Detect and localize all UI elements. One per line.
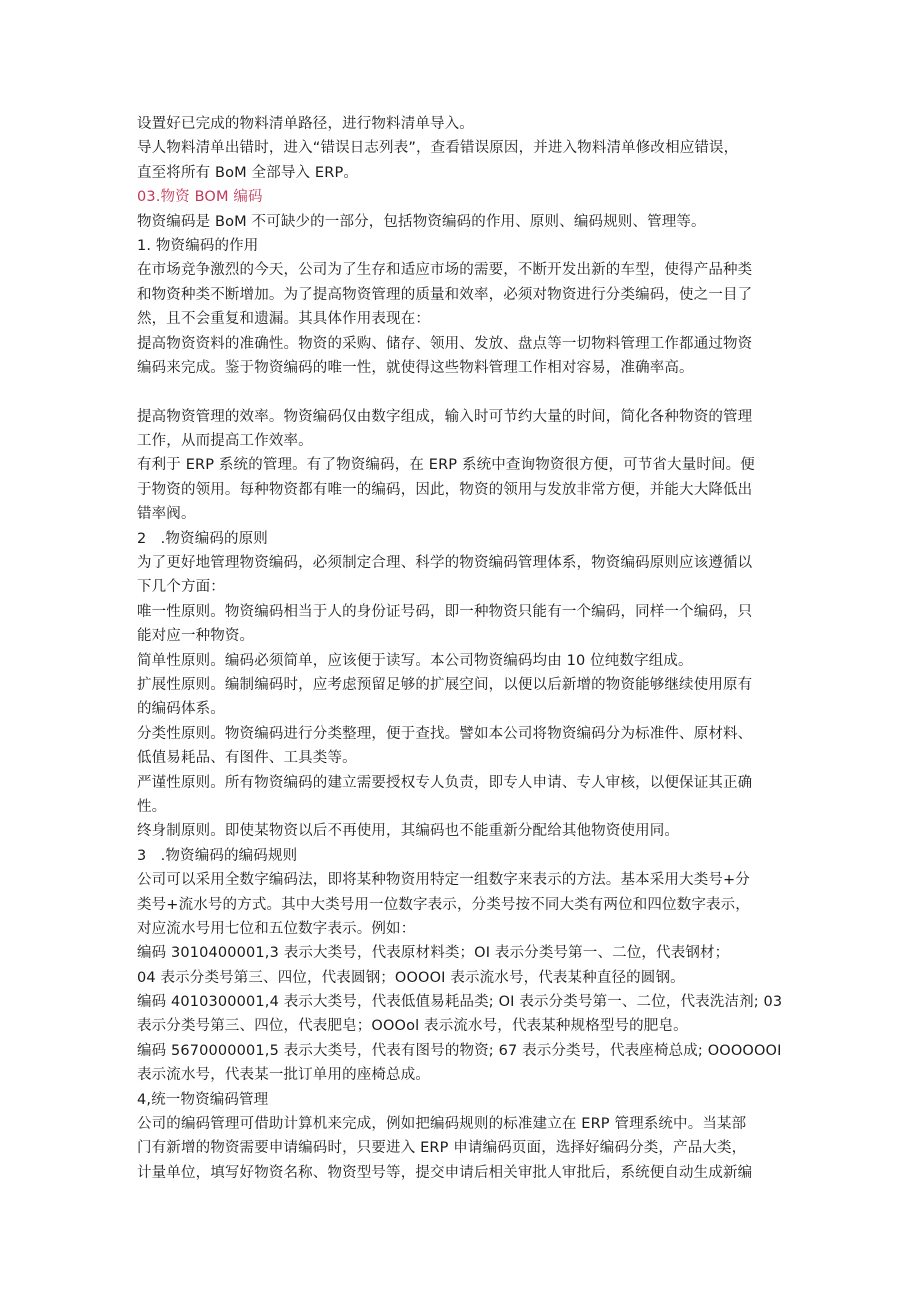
- text-line: 严谨性原则。所有物资编码的建立需要授权专人负责，即专人申请、专人审核，以便保证其正确: [137, 774, 753, 791]
- text-line: 直至将所有 BoM 全部导入 ERP。: [137, 164, 358, 181]
- text-line: 错率阀。: [137, 506, 196, 523]
- text-line: 能对应一种物资。: [137, 628, 255, 645]
- blank-line: [137, 380, 797, 404]
- text-line: 2 .物资编码的原则: [137, 530, 268, 547]
- text-line: 在市场竞争激烈的今天，公司为了生存和适应市场的需要，不断开发出新的车型，使得产品种类: [137, 262, 753, 279]
- text-line: 编码来完成。鉴于物资编码的唯一性，就使得这些物料管理工作相对容易，准确率高。: [137, 359, 694, 376]
- text-line: 公司的编码管理可借助计算机来完成，例如把编码规则的标准建立在 ERP 管理系统中。当某部: [137, 1116, 747, 1133]
- text-line: 唯一性原则。物资编码相当于人的身份证号码，即一种物资只能有一个编码，同样一个编码，只: [137, 603, 753, 620]
- text-line: 和物资种类不断增加。为了提高物资管理的质量和效率，必须对物资进行分类编码，使之一目了: [137, 286, 753, 303]
- text-line: 编码 5670000001,5 表示大类号，代表有图号的物资; 67 表示分类号，代表座椅总成; OOOOOOI: [137, 1042, 782, 1059]
- document-page: [137, 112, 797, 1185]
- text-line: 的编码体系。: [137, 701, 225, 718]
- text-line: 表示流水号，代表某一批订单用的座椅总成。: [137, 1067, 430, 1084]
- text-line: 表示分类号第三、四位，代表肥皂；OOOol 表示流水号，代表某种规格型号的肥皂。: [137, 1018, 688, 1035]
- text-line: 04 表示分类号第三、四位，代表圆钢；OOOOI 表示流水号，代表某种直径的圆钢。: [137, 969, 685, 986]
- text-line: 低值易耗品、有图件、工具类等。: [137, 750, 357, 767]
- text-line: 性。: [137, 798, 167, 815]
- text-line: 下几个方面：: [137, 579, 225, 596]
- text-line: 编码 4010300001,4 表示大类号，代表低值易耗品类; OI 表示分类号第一、二位，代表洗洁剂; 03: [137, 994, 783, 1011]
- text-line: 计量单位，填写好物资名称、物资型号等，提交申请后相关审批人审批后，系统便自动生成新编: [137, 1164, 753, 1181]
- text-line: 终身制原则。即使某物资以后不再使用，其编码也不能重新分配给其他物资使用同。: [137, 823, 680, 840]
- text-line: 设置好已完成的物料清单路径，进行物料清单导入。: [137, 116, 474, 132]
- text-line: 为了更好地管理物资编码，必须制定合理、科学的物资编码管理体系，物资编码原则应该遵循以: [137, 555, 753, 572]
- text-line: 有利于 ERP 系统的管理。有了物资编码，在 ERP 系统中查询物资很方便，可节省大量时间。便: [137, 457, 755, 474]
- text-line: 门有新增的物资需要申请编码时，只要进入 ERP 申请编码页面，选择好编码分类，产品大类，: [137, 1140, 747, 1157]
- text-line: 导人物料清单出错时，进入“错误日志列表”，查看错误原因，并进入物料清单修改相应错误，: [137, 140, 739, 157]
- text-line: 编码 3010400001,3 表示大类号，代表原材料类；OI 表示分类号第一、二位，代表钢材；: [137, 945, 730, 962]
- text-line: 提高物资管理的效率。物资编码仅由数字组成，输入时可节约大量的时间，简化各种物资的管理: [137, 408, 753, 425]
- text-line: 类号+流水号的方式。其中大类号用一位数字表示，分类号按不同大类有两位和四位数字表示，: [137, 896, 750, 913]
- text-line: 公司可以采用全数字编码法，即将某种物资用特定一组数字来表示的方法。基本采用大类号+分: [137, 872, 750, 889]
- text-line: 3 .物资编码的编码规则: [137, 847, 298, 864]
- text-line: 1. 物资编码的作用: [137, 237, 259, 254]
- text-line: 简单性原则。编码必须简单，应该便于读写。本公司物资编码均由 10 位纯数字组成。: [137, 652, 693, 669]
- text-line: 于物资的领用。每种物资都有唯一的编码，因此，物资的领用与发放非常方便，并能大大降低出: [137, 481, 753, 498]
- text-line: 扩展性原则。编制编码时，应考虑预留足够的扩展空间，以便以后新增的物资能够继续使用原有: [137, 676, 753, 693]
- text-line: 对应流水号用七位和五位数字表示。例如：: [137, 920, 416, 937]
- text-line: 物资编码是 BoM 不可缺少的一部分，包括物资编码的作用、原则、编码规则、管理等。: [137, 213, 706, 230]
- text-line: 分类性原则。物资编码进行分类整理，便于查找。譬如本公司将物资编码分为标准件、原材料、: [137, 725, 753, 742]
- text-line: 4,统一物资编码管理: [137, 1091, 269, 1108]
- text-line: 工作，从而提高工作效率。: [137, 433, 313, 450]
- section-heading: 03.物资 BOM 编码: [137, 189, 263, 206]
- text-line: 然，且不会重复和遗漏。其具体作用表现在：: [137, 311, 430, 328]
- text-line: 提高物资资料的准确性。物资的采购、储存、领用、发放、盘点等一切物料管理工作都通过物资: [137, 335, 753, 352]
